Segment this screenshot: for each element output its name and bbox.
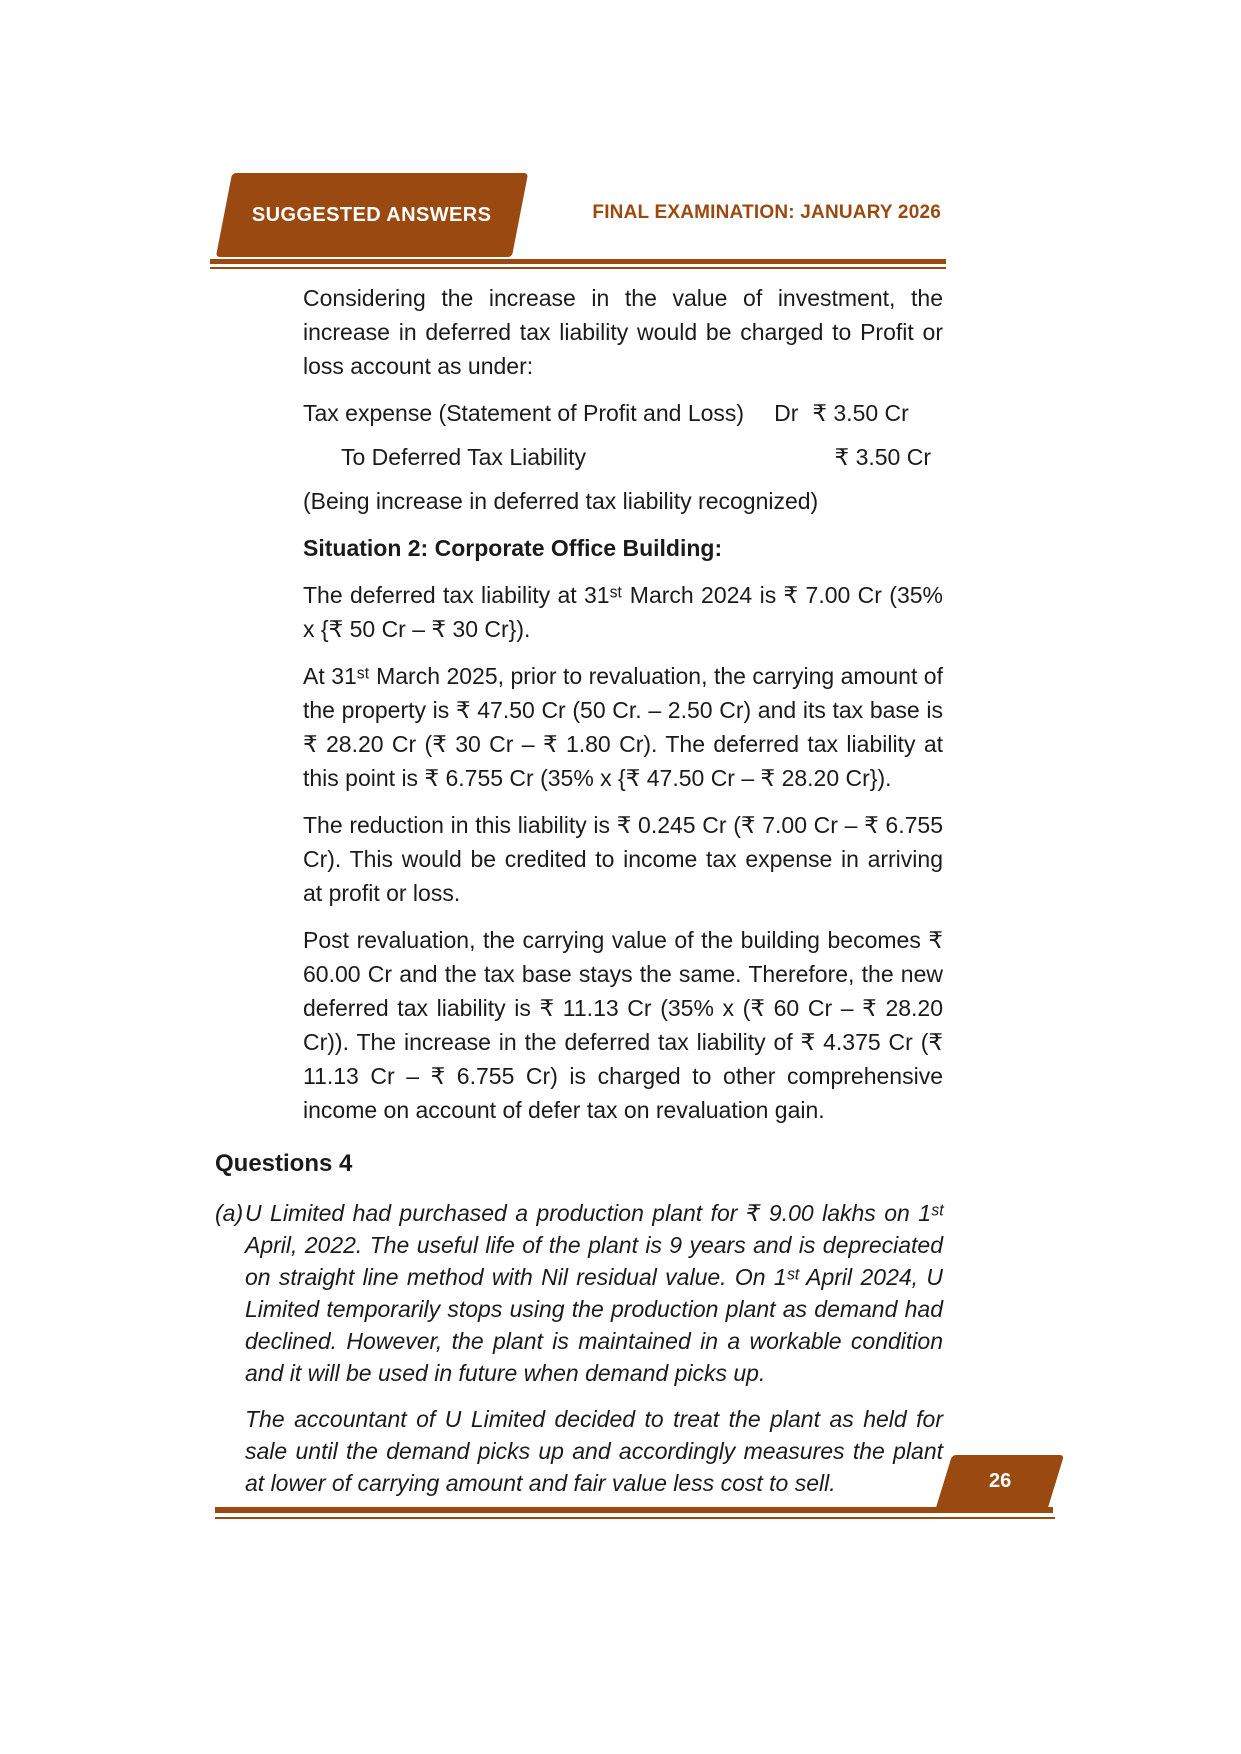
header-rule-thin <box>210 267 946 269</box>
question-item-paragraph: U Limited had purchased a production plant for ₹ 9.00 lakhs on 1ˢᵗ April, 2022. The useful life of the plant is 9 years and is depreciated on straight line method with Nil residual value. On 1ˢᵗ April 2024, U Limited temporarily stops using the production plant as demand had declined. However, the plant is maintained in a workable condition and it will be used in future when demand picks up. <box>245 1200 943 1386</box>
answer-paragraph: At 31ˢᵗ March 2025, prior to revaluation, the carrying amount of the property is ₹ 47.50 Cr (50 Cr. – 2.50 Cr) and its tax base is ₹ 28.20 Cr (₹ 30 Cr – ₹ 1.80 Cr). The deferred tax liability at this point is ₹ 6.755 Cr (35% x {₹ 47.50 Cr – ₹ 28.20 Cr}). <box>303 663 943 791</box>
page-number: 26 <box>988 1470 1012 1492</box>
intro-paragraph: Considering the increase in the value of investment, the increase in deferred tax liability would be charged to Profit or loss account as under: <box>303 285 943 379</box>
footer-rule-thin <box>215 1517 1055 1519</box>
journal-entry <box>303 396 943 518</box>
answer-paragraph: Post revaluation, the carrying value of the building becomes ₹ 60.00 Cr and the tax base stays the same. Therefore, the new deferred tax liability is ₹ 11.13 Cr (35% x (₹ 60 Cr – ₹ 28.20 Cr)). The increase in the deferred tax liability of ₹ 4.375 Cr (₹ 11.13 Cr – ₹ 6.755 Cr) is charged to other comprehensive income on account of defer tax on revaluation gain. <box>303 927 943 1123</box>
banner-label: SUGGESTED ANSWERS <box>252 203 492 226</box>
journal-credit-line <box>303 440 943 474</box>
journal-narration: (Being increase in deferred tax liability recognized) <box>303 488 819 514</box>
journal-debit-marker: Dr <box>774 400 799 426</box>
journal-credit-label: To Deferred Tax Liability <box>341 444 587 470</box>
answer-section <box>303 281 943 1127</box>
question-item-body <box>245 1197 943 1513</box>
page-content <box>215 281 943 1513</box>
journal-debit-amount: ₹ 3.50 Cr <box>812 400 909 426</box>
situation-heading: Situation 2: Corporate Office Building: <box>303 535 723 561</box>
journal-credit-amount: ₹ 3.50 Cr <box>834 444 931 470</box>
question-item-marker: (a) <box>215 1200 244 1226</box>
answer-paragraph: The reduction in this liability is ₹ 0.245 Cr (₹ 7.00 Cr – ₹ 6.755 Cr). This would be credited to income tax expense in arriving at profit or loss. <box>303 812 943 906</box>
questions-heading: Questions 4 <box>215 1150 353 1177</box>
exam-title: FINAL EXAMINATION: JANUARY 2026 <box>592 202 941 223</box>
answer-paragraph: The deferred tax liability at 31ˢᵗ March 2024 is ₹ 7.00 Cr (35% x {₹ 50 Cr – ₹ 30 Cr}). <box>303 582 943 642</box>
question-item <box>215 1197 943 1513</box>
journal-debit-line <box>303 396 943 430</box>
journal-debit-label: Tax expense (Statement of Profit and Loss) <box>303 400 745 426</box>
header-banner <box>216 173 528 257</box>
question-item-paragraph: The accountant of U Limited decided to treat the plant as held for sale until the demand picks up and accordingly measures the plant at lower of carrying amount and fair value less cost to sell. <box>245 1406 943 1496</box>
footer-rule-thick <box>215 1507 1053 1513</box>
footer-page-number-box <box>936 1455 1064 1508</box>
header-rule-thick <box>210 259 946 264</box>
